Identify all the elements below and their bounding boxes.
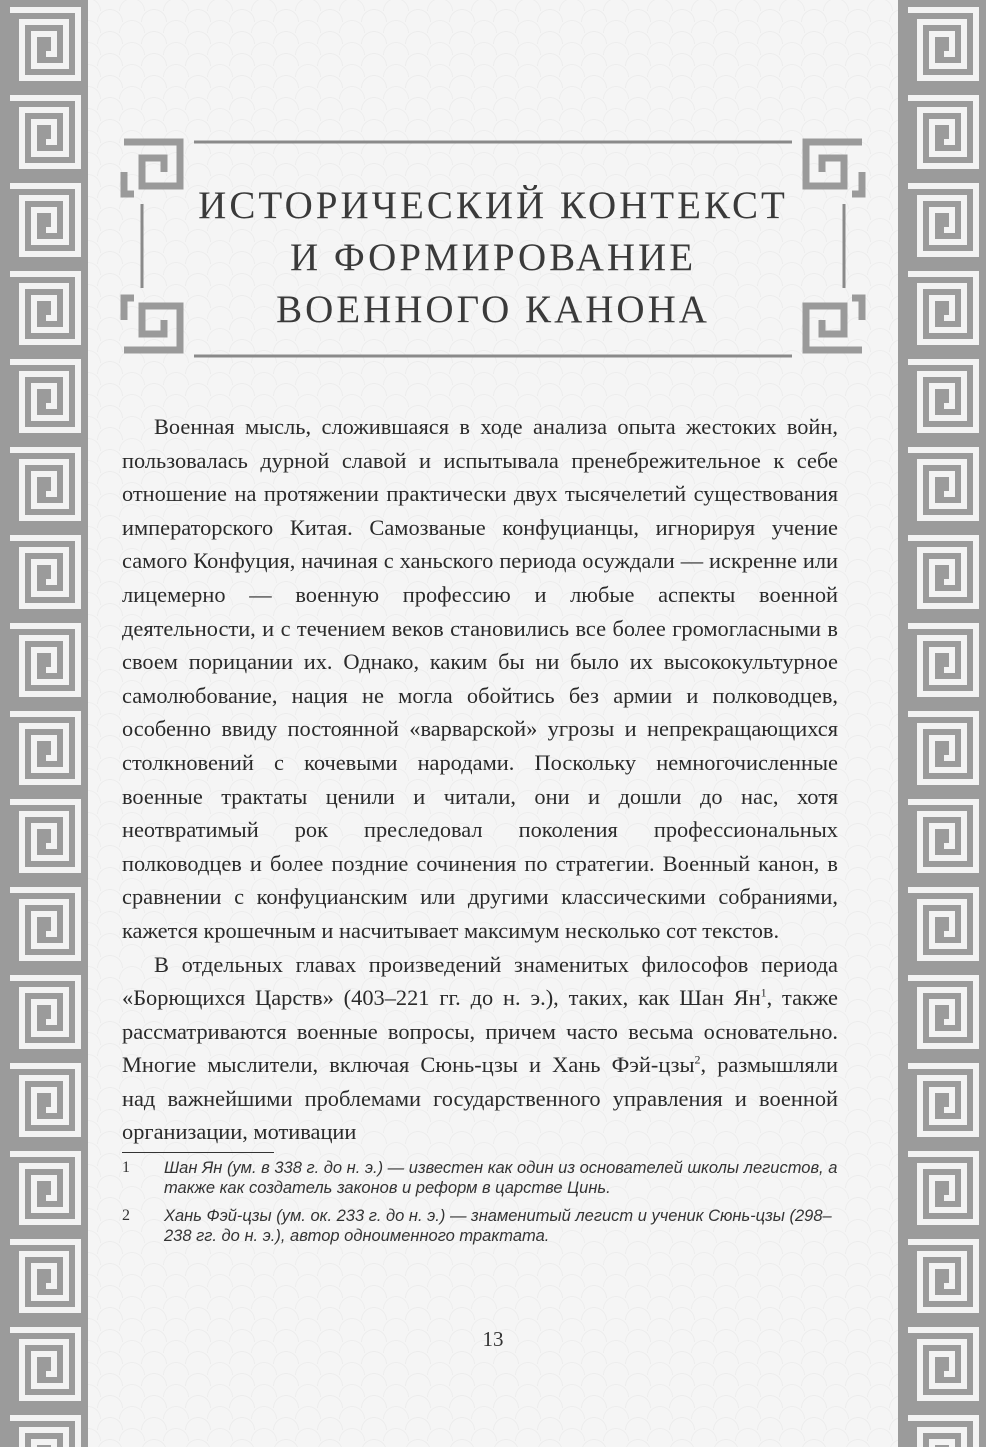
footnote-ref-1[interactable]: 1	[760, 985, 767, 1000]
footnote-2	[122, 1206, 838, 1246]
paragraph-2-part-b: , также рассматриваются военные вопросы, причем часто весьма основательно. Многие мыслители, включая Сюнь-цзы и Хань Фэй-цзы	[122, 985, 838, 1078]
title-line-2: И ФОРМИРОВАНИЕ	[289, 236, 697, 279]
left-meander-border	[0, 0, 88, 1447]
footnote-divider	[122, 1152, 274, 1153]
paragraph-1: Военная мысль, сложившаяся в ходе анализа опыта жестоких войн, пользовалась дурной славой и испытывала пренебрежительное к себе отношение на протяжении практически двух тысячелетий существования императорского Китая. Самозваные конфуцианцы, игнорируя учение самого Конфуция, начиная с ханьского периода осуждали — искренне или лицемерно — военную профессию и любые аспекты военной деятельности, и с течением веков становились все более громогласными в своем порицании их. Однако, каким бы ни было их высококультурное самолюбование, нация не могла обойтись без армии и полководцев, особенно ввиду постоянной «варварской» угрозы и непрекращающихся столкновений с кочевыми народами. Поскольку немногочисленные военные трактаты ценили и читали, они и дошли до нас, хотя неотвратимый рок преследовал поколения профессиональных полководцев и более поздние сочинения по стратегии. Военный канон, в сравнении с конфуцианским или другими классическими собраниями, кажется крошечным и насчитывает максимум несколько сот текстов.	[122, 414, 838, 943]
right-meander-border	[898, 0, 986, 1447]
paragraph-2-part-a: В отдельных главах произведений знаменитых философов периода «Борющихся Царств» (403–221 гг. до н. э.), таких, как Шан Ян	[122, 951, 838, 1011]
title-line-1: ИСТОРИЧЕСКИЙ КОНТЕКСТ	[198, 184, 788, 227]
title-line-3: ВОЕННОГО КАНОНА	[276, 288, 710, 331]
paragraph-2-part-c: , размышляли над важнейшими проблемами государственного управления и военной организации, мотивации	[122, 1052, 838, 1145]
footnote-1	[122, 1158, 838, 1198]
page-number: 13	[482, 1327, 504, 1351]
footnote-number: 2	[122, 1207, 130, 1224]
paragraph-2	[122, 948, 838, 1150]
footnotes	[122, 1158, 838, 1254]
footnote-number: 1	[122, 1159, 130, 1176]
footnote-text: Шан Ян (ум. в 338 г. до н. э.) — известен как один из основателей школы легистов, а также как создатель законов и реформ в царстве Цинь.	[164, 1159, 838, 1197]
chapter-title	[150, 180, 836, 336]
footnote-ref-2[interactable]: 2	[694, 1052, 701, 1067]
body-text	[122, 410, 838, 1149]
footnote-text: Хань Фэй-цзы (ум. ок. 233 г. до н. э.) — знаменитый легист и ученик Сюнь-цзы (298–238 гг. до н. э.), автор одноименного трактата.	[164, 1207, 832, 1245]
